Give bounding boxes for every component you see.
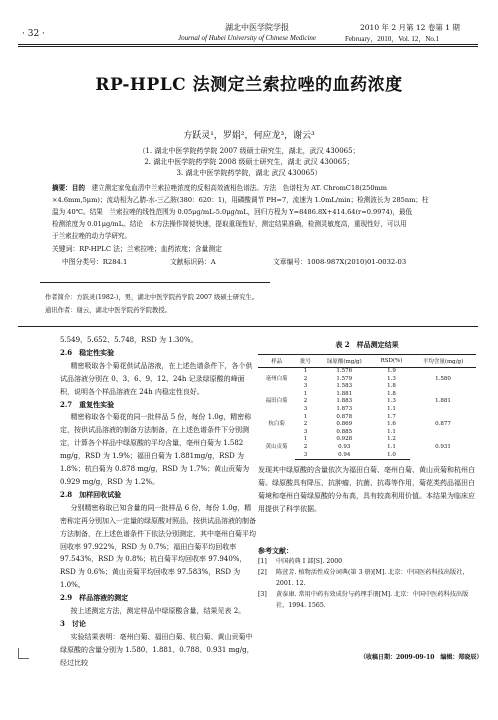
cell-content: 0.93 — [338, 443, 351, 450]
cell-sample: 黄山贡菊 — [265, 444, 288, 451]
cell-sample: 福田白菊 — [265, 398, 288, 405]
journal-title-en: Journal of Hubei University of Chinese Medicine — [178, 34, 317, 42]
right-column — [258, 464, 476, 516]
cell-content: 0.878 — [336, 413, 353, 420]
reference-item — [258, 567, 476, 589]
section-heading: 2.7 重复性实验 — [60, 399, 115, 409]
cell-batch: 1 — [303, 413, 308, 420]
affiliation-1: （1. 湖北中医学院药学院 2007 级硕士研究生，湖北，武汉 430065； — [138, 147, 360, 155]
table-row — [258, 391, 476, 399]
header-rule — [18, 44, 478, 45]
cell-average: 1.881 — [435, 398, 451, 405]
body-paragraph: 精密称取各个菊花的同一批样品 5 份，每份 1.0g，精密称定，按供试品溶液的制备方法制备，在上述色谱条件下分别测定，计算各个样品中绿原酸的平均含量，亳州白菊为 1.582 mg/g，RSD 为 1.9%；福田白菊为 1.881mg/g，RSD 为 1.8%；杭白菊为 0.878 mg/g，RSD 为 1.7%；黄山贡菊为 0.929 mg/g，RSD 为 1.2%。 — [60, 413, 252, 486]
corner-mark — [18, 648, 29, 659]
abstract-line-5: 于兰索拉唑的动力学研究。 — [52, 232, 132, 240]
cell-rsd: 1.3 — [387, 375, 396, 382]
col-header-batch: 批号 — [295, 355, 315, 368]
cell-average: 0.931 — [435, 444, 451, 451]
body-paragraph: 按上述测定方法，测定样品中绿原酸含量，结果见表 2。 — [70, 607, 246, 616]
authors: 方跃灵¹，罗娟²，何应龙³，谢云³ — [183, 131, 315, 141]
keywords: 关键词：RP-HPLC 法；兰索拉唑；血药浓度；含量测定 — [52, 245, 222, 253]
table-row — [258, 368, 476, 376]
affiliation-3: 3. 湖北中医学院药学院，湖北 武汉 430065） — [176, 169, 322, 177]
reference-text: 陈萱芳. 植物活性成分词典(第 3 册)[M]. 北京：中国医药科技出版社，2001. 12. — [276, 569, 469, 587]
results-table — [258, 354, 476, 460]
cell-content: 1.881 — [336, 390, 353, 397]
cell-content: 1.583 — [336, 383, 353, 390]
cell-batch: 2 — [303, 375, 308, 382]
references-title: 参考文献： — [258, 546, 293, 555]
table-header-row — [258, 355, 476, 368]
article-id: 文章编号：1008-987X(2010)01-0032-03 — [273, 258, 407, 266]
reference-item — [258, 556, 476, 567]
issue-info-en: February，2010，Vol. 12，No.1 — [345, 35, 440, 43]
author-bio: 作者简介：方跃灵(1982-)，男，湖北中医学院药学院 2007 级硕士研究生。 — [45, 294, 259, 301]
body-paragraph: 分别精密称取已知含量的同一批样品 6 份，每份 1.0g，精密称定再分别加入一定量的绿原酸对照品，按供试品溶液的制备方法制备，在上述色谱条件下依法分别测定，其中亳州白菊平均回收率 97.922%，RSD 为 0.7%；福田白菊平均回收率 97.543%，RSD 为 0.8%；杭白菊平均回收率 97.940%，RSD 为 0.6%；黄山贡菊平均回收率 97.583%，RSD 为 1.0%。 — [60, 503, 256, 590]
cell-rsd: 1.3 — [387, 398, 396, 405]
abstract-line-2: ×4.6mm,5μm)；流动相为乙腈-水-三乙胺(380：620：1)，用磷酸调节 PH=7，流速为 1.0mL/min；检测波长为 285nm；柱 — [52, 196, 429, 204]
table-row — [258, 414, 476, 422]
cell-rsd: 1.2 — [387, 436, 396, 443]
col-header-content: 绿原酸(mg/g) — [316, 355, 373, 368]
reference-item — [258, 589, 476, 611]
col-header-sample: 样品 — [258, 355, 295, 368]
cell-rsd: 1.1 — [387, 443, 396, 450]
body-paragraph: 精密吸取各个菊花供试品溶液，在上述色谱条件下，各个供试品溶液分别在 0、3、6、9、12、24h 记录绿原酸的峰面积，说明各个样品溶液在 24h 内稳定性良好。 — [60, 361, 253, 396]
section-heading: 2.8 加样回收试验 — [60, 489, 122, 499]
footnote-rule — [40, 282, 270, 283]
cell-content: 0.928 — [336, 436, 353, 443]
document-code: 文献标识码：A — [170, 258, 216, 266]
cell-rsd: 1.8 — [387, 390, 396, 397]
references — [258, 545, 476, 611]
cell-batch: 3 — [295, 452, 315, 460]
body-paragraph: 5.549、5.652、5.748，RSD 为 1.30%。 — [60, 336, 198, 344]
cell-rsd: 1.9 — [387, 368, 396, 374]
cell-sample: 亳州白菊 — [265, 375, 288, 382]
page-number: · 32 · — [22, 29, 45, 39]
cell-sample: 杭白菊 — [268, 421, 285, 428]
discussion-paragraph: 发现其中绿原酸的含量依次为福田白菊、亳州白菊、黄山贡菊和杭州白菊。绿原酸具有降压、抗肿瘤、抗菌、抗毒等作用，菊花类药品福田白菊境和亳州白菊绿原酸的分布高，具有较高利用价值。本结果为临床应用提供了科学依据。 — [258, 466, 475, 513]
left-column — [60, 334, 256, 670]
abstract-line-3: 温为 40℃。结果 兰索拉唑的线性范围为 0.05μg/mL-5.0μg/mL，回归方程为 Y=8486.8X+414.64(r=0.9974)，最低 — [52, 208, 413, 216]
section-rule — [18, 326, 478, 327]
body-paragraph: 实验结果表明：亳州白菊、福田白菊、杭白菊、黄山贡菊中绿原酸的含量分别为 1.580、1.881、0.788、0.931 mg/g，经过比较 — [60, 632, 254, 667]
abstract-line-1: 摘要：目的 建立测定家兔血清中兰索拉唑浓度的反相高效液相色谱法。方法 色谱柱为 AT. ChromC18(250mm — [52, 184, 388, 192]
col-header-average: 平均含量(mg/g) — [410, 355, 476, 368]
cell-content: 0.885 — [336, 428, 353, 435]
cell-rsd: 1.1 — [387, 428, 396, 435]
journal-title-cn: 湖北中医学院学报 — [225, 23, 289, 32]
cell-content: 0.869 — [336, 421, 353, 428]
cell-batch: 1 — [303, 436, 308, 443]
reference-number: [1] — [258, 558, 267, 565]
reference-number: [2] — [258, 569, 267, 576]
issue-info-cn: 2010 年 2 月第 12 卷第 1 期 — [360, 23, 460, 32]
reference-text: 黄泰康. 常用中药有效成份与药理手册[M]. 北京：中国中医药科技出版社，1994. 1565. — [276, 591, 469, 609]
abstract-label: 摘要：目的 — [52, 184, 85, 192]
clc-number: 中图分类号：R284.1 — [62, 258, 128, 266]
cell-batch: 1 — [303, 390, 308, 397]
cell-rsd: 1.1 — [387, 405, 396, 412]
cell-rsd: 1.8 — [387, 383, 396, 390]
abstract-line-4: 检测浓度为 0.01μg/mL。结论 本方法操作简便快速，提取重现性好，测定结果准确，检测灵敏度高，重现性好，可以用 — [52, 220, 407, 228]
cell-rsd: 1.7 — [387, 413, 396, 420]
cell-content: 1.579 — [336, 375, 353, 382]
col-header-rsd: RSD(%) — [373, 355, 410, 368]
cell-content: 1.576 — [336, 368, 353, 374]
cell-content: 0.94 — [316, 452, 373, 460]
section-heading: 2.9 样品溶液的测定 — [60, 593, 129, 603]
table-caption: 表 2 样品测定结果 — [335, 340, 399, 349]
cell-rsd: 1.0 — [373, 452, 410, 460]
cell-batch: 3 — [303, 428, 308, 435]
cell-batch: 3 — [303, 383, 308, 390]
cell-batch: 1 — [303, 368, 308, 374]
received-date: （收稿日期：2009-09-10 编辑：郑晓辰） — [360, 654, 483, 661]
section-heading: 3 讨论 — [60, 618, 86, 628]
cell-average: 1.580 — [435, 375, 451, 382]
table-row — [258, 436, 476, 444]
reference-number: [3] — [258, 591, 267, 598]
affiliation-2: 2. 湖北中医学院药学院 2008 级硕士研究生，湖北 武汉 430065； — [144, 158, 354, 166]
cell-batch: 3 — [303, 405, 308, 412]
reference-text: 中国药典 I 部[S]. 2000 — [276, 558, 343, 565]
paper-title: RP-HPLC 法测定兰索拉唑的血药浓度 — [95, 75, 403, 95]
cell-content: 1.873 — [336, 405, 353, 412]
corresponding-author: 通讯作者：谢云，湖北中医学院药学院教授。 — [45, 307, 171, 314]
cell-batch: 2 — [303, 443, 308, 450]
cell-batch: 2 — [303, 421, 308, 428]
header-rule-2 — [18, 46, 478, 47]
cell-rsd: 1.6 — [387, 421, 396, 428]
cell-batch: 2 — [303, 398, 308, 405]
cell-content: 1.883 — [336, 398, 353, 405]
abstract — [52, 182, 454, 242]
section-heading: 2.6 稳定性实验 — [60, 347, 115, 357]
cell-average: 0.877 — [435, 421, 451, 428]
